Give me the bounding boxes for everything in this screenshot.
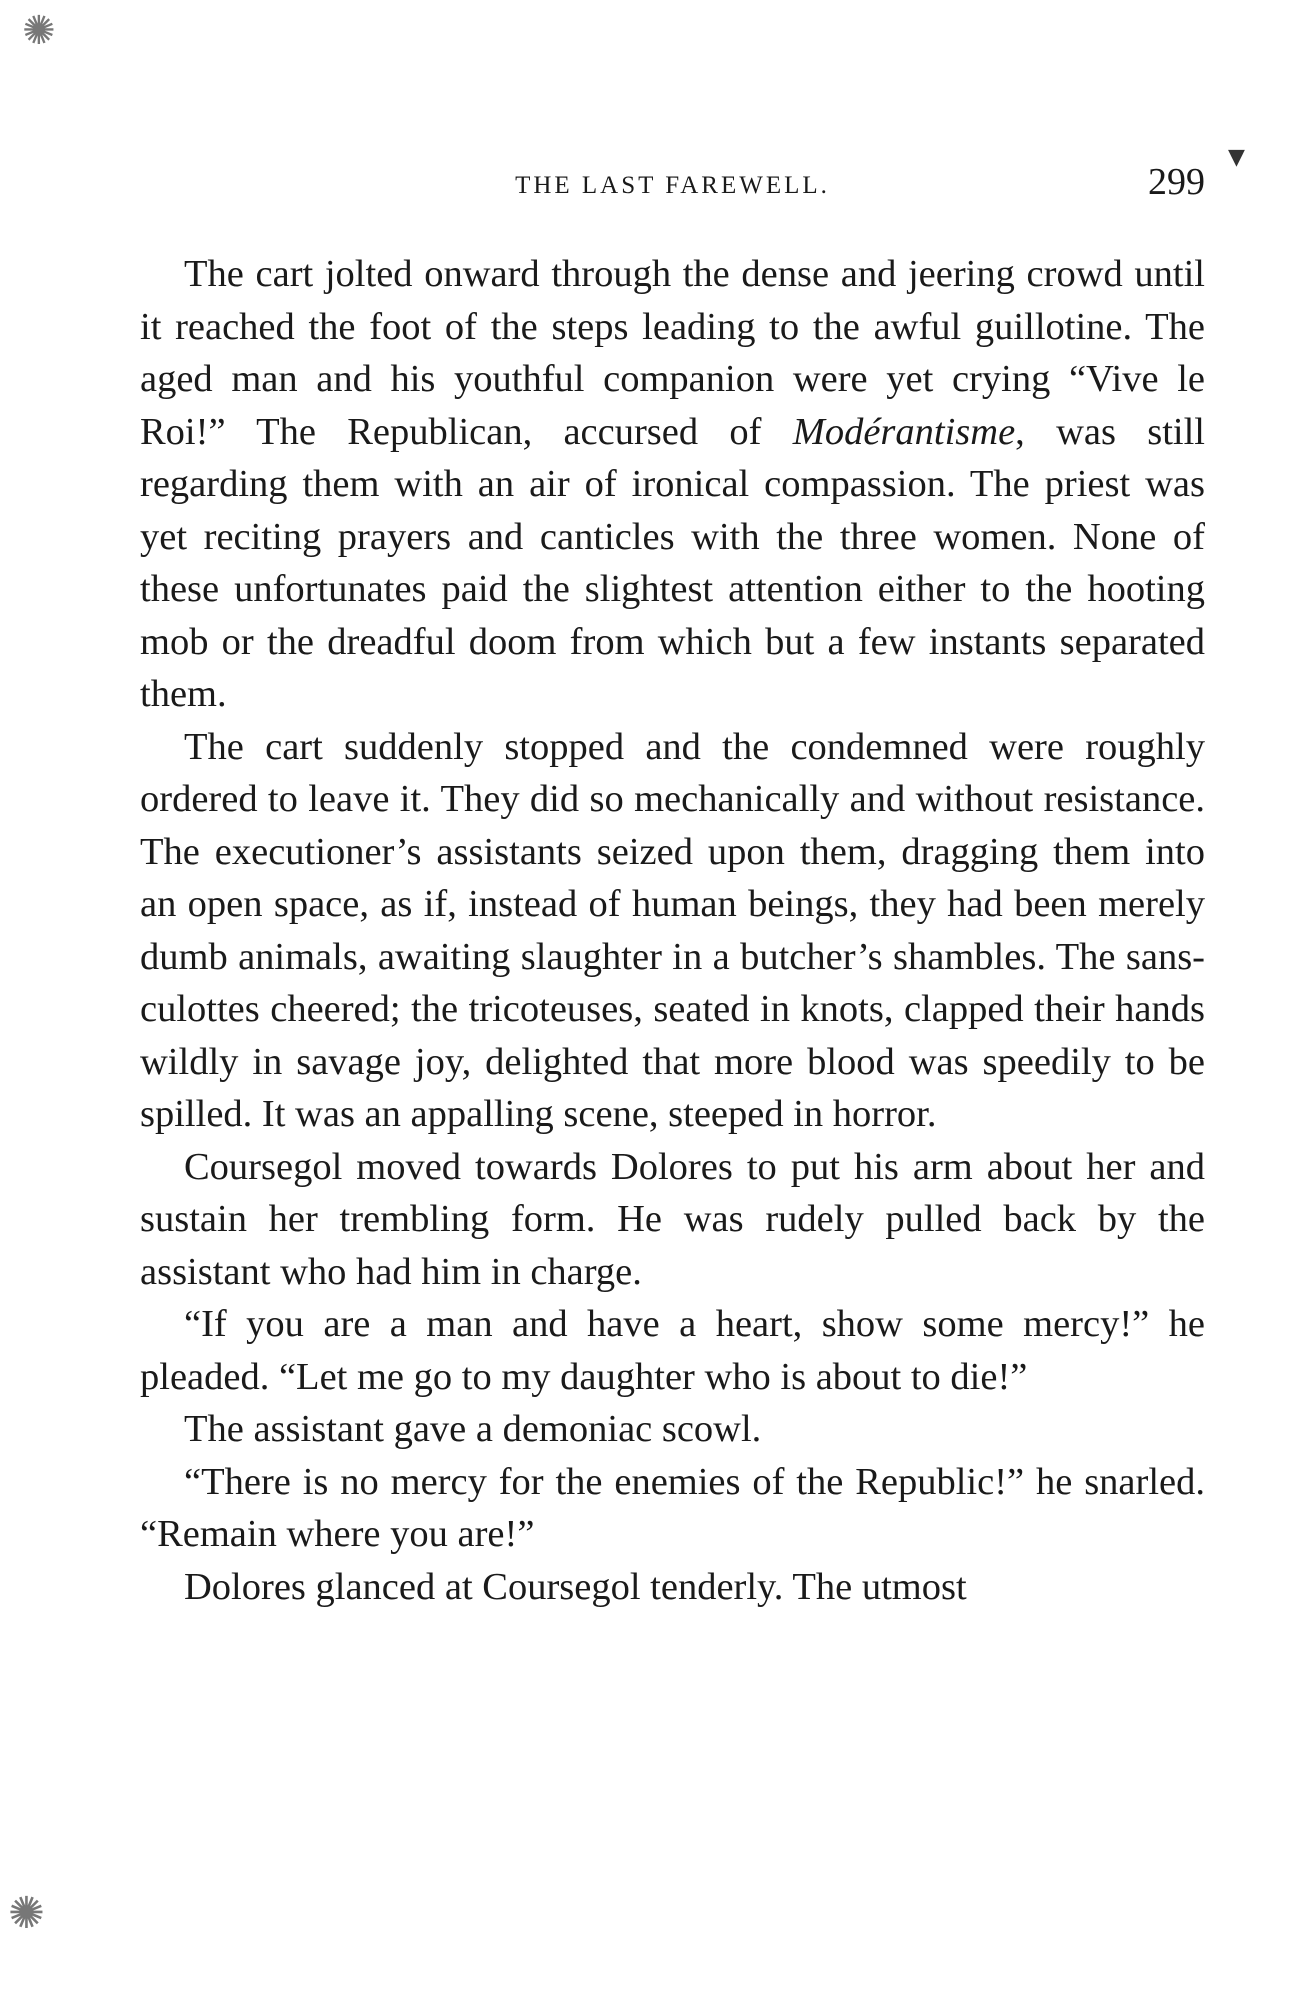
- running-title: THE LAST FAREWELL.: [515, 172, 830, 199]
- paragraph-2: The cart suddenly stopped and the condemned were roughly ordered to leave it. They did so mechanically and without resistance. The executioner’s assistants seized upon them, dragging them into an open space, as if, instead of human beings, they had been merely dumb animals, awaiting slaughter in a butcher’s shambles. The sans-culottes cheered; the tricoteuses, seated in knots, clapped their hands wildly in savage joy, delighted that more blood was speedily to be spilled. It was an appalling scene, steeped in horror.: [140, 725, 1205, 1135]
- scan-speck: ✺: [22, 8, 56, 54]
- paragraph-1-text-before: The cart jolted onward through the dense and jeering crowd until it reached the foot of the steps leading to the awful guillotine. The aged man and his youthful companion were yet crying “Vive le Roi!” The Republican, accursed of: [140, 253, 1205, 453]
- paragraph-4: “If you are a man and have a heart, show some mercy!” he pleaded. “Let me go to my daughter who is about to die!”: [140, 1303, 1205, 1398]
- running-head: [140, 160, 1205, 203]
- scan-speck: ▼: [1228, 145, 1245, 170]
- page-number: 299: [1148, 161, 1205, 203]
- paragraph-1-text-after: , was still regarding them with an air of ironical compassion. The priest was yet reciting prayers and canticles with the three women. None of these unfortunates paid the slightest attention either to the hooting mob or the dreadful doom from which but a few instants separated them.: [140, 410, 1205, 715]
- body-text: [140, 248, 1205, 1613]
- paragraph-6: “There is no mercy for the enemies of the Republic!” he snarled. “Remain where you are!”: [140, 1460, 1205, 1555]
- paragraph-1: [140, 248, 1205, 721]
- paragraph-3: Coursegol moved towards Dolores to put his arm about her and sustain her trembling form. He was rudely pulled back by the assistant who had him in charge.: [140, 1145, 1205, 1293]
- paragraph-1-emphasis: Modérantisme: [792, 410, 1016, 453]
- paragraph-7: Dolores glanced at Coursegol tenderly. The utmost: [184, 1565, 967, 1608]
- paragraph-5: The assistant gave a demoniac scowl.: [184, 1408, 762, 1450]
- scan-speck: ✺: [8, 1888, 45, 1939]
